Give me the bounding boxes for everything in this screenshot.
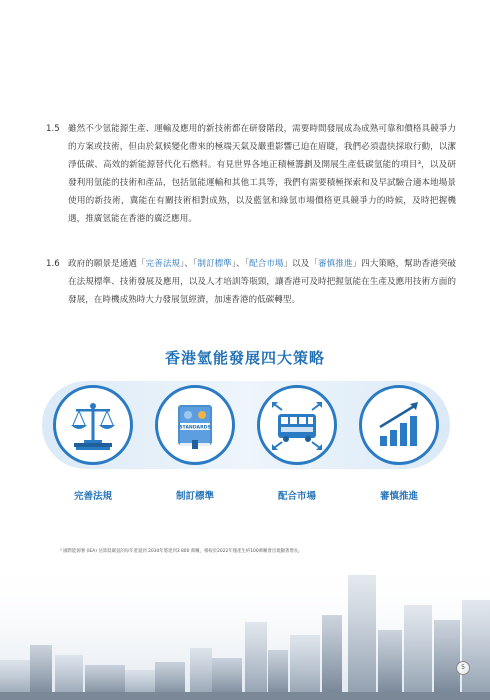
text-run: 」、「: [180, 259, 198, 269]
city-skyline-image: [0, 560, 490, 700]
rising-bar-chart-icon: [370, 396, 428, 454]
strategy-label-prudent: 審慎推進: [379, 491, 418, 502]
strategy-circle-market: [257, 385, 337, 465]
page-number: 5: [456, 661, 470, 675]
bus-market-icon: [268, 396, 326, 454]
text-run: 」、「: [231, 259, 250, 269]
highlight-strategy-standards: 制訂標準: [197, 259, 232, 269]
text-run: 政府的願景是通過「: [68, 259, 146, 269]
paragraph-text: [68, 255, 456, 309]
paragraph-text: 雖然不少氫能源生產、運輸及應用的新技術都在研發階段，需要時間發展成為成熟可靠和價格具競爭力的方案或技術，但由於氣候變化帶來的極端天氣及嚴重影響已迫在眉睫，我們必須盡快採取行動，以潔淨低碳、高效的新能源替代化石燃料。有見世界各地正積極籌劃及開展生產低碳氫能的項目³，以及研發利用氫能的技術和產品，包括氫能運輸和其他工具等，我們有需要積極探索和及早試驗合適本地場景使用的新技術，冀能在有關技術相對成熟，以及藍氫和綠氫市場價格更具競爭力的時候，及時把握機遇，推廣氫能在香港的廣泛應用。: [68, 124, 456, 224]
scales-of-justice-icon: [64, 396, 122, 454]
strategy-circle-standards: [155, 385, 235, 465]
paragraph-1-6: [46, 255, 456, 309]
strategy-label-regulation: 完善法規: [73, 491, 112, 502]
footnote: ³ 國際能源署 (IEA) 估算低碳氫的每年產量到 2030年將達到3 800 萬噸，相較於2022年僅產生約100萬噸會出現顯著增長。: [60, 549, 303, 554]
text-run: 」以及「: [283, 259, 319, 269]
paragraph-number: 1.5: [46, 124, 60, 134]
highlight-strategy-prudent: 審慎推進: [318, 259, 353, 269]
text-run: 」四大策略，幫助香港突破在法規標準、技術發展及應用，以及人才培訓等瓶頸，讓香港可及時把握氫能在生產及應用技術方面的發展，在時機成熟時大力發展氫經濟，加速香港的低碳轉型。: [68, 259, 456, 305]
highlight-strategy-regulation: 完善法規: [145, 259, 181, 269]
strategy-label-standards: 制訂標準: [175, 491, 214, 502]
standards-book-icon: [166, 396, 224, 454]
standards-label: STANDARDS: [179, 425, 211, 431]
paragraph-number: 1.6: [46, 259, 60, 269]
strategy-circle-prudent: [359, 385, 439, 465]
highlight-strategy-market: 配合市場: [249, 259, 284, 269]
strategy-label-market: 配合市場: [277, 491, 316, 502]
paragraph-1-5: [46, 120, 456, 228]
strategy-circle-regulation: [53, 385, 133, 465]
strategy-title: 香港氫能發展四大策略: [164, 349, 325, 367]
